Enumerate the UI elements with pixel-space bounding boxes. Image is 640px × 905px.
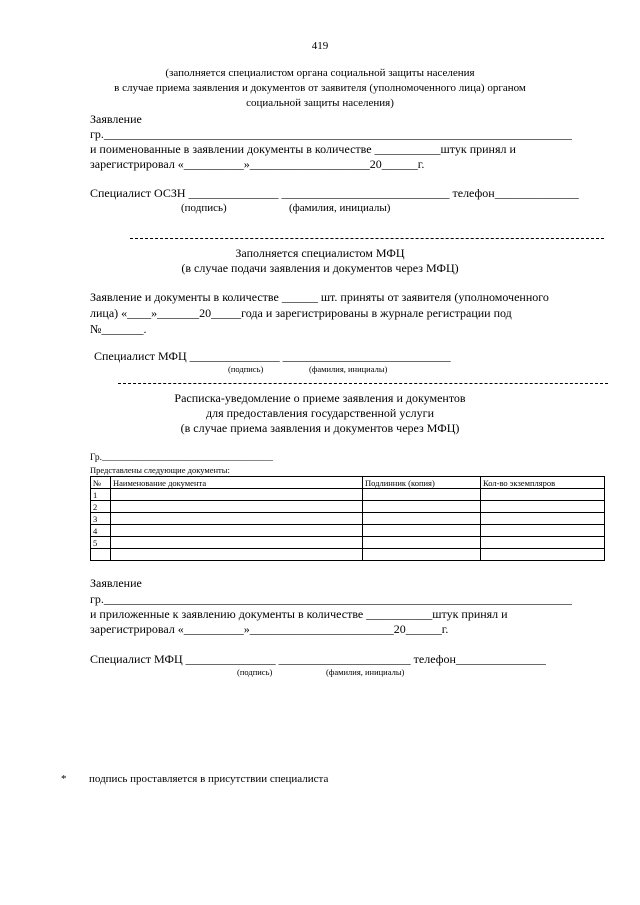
receipt-docs-count-field[interactable]: и приложенные к заявлению документы в количестве ___________штук принял и: [90, 607, 508, 621]
table-row: [91, 501, 605, 513]
original-copy-cell[interactable]: [363, 489, 481, 501]
original-copy-cell[interactable]: [363, 513, 481, 525]
page-number: 419: [311, 40, 329, 52]
documents-table: [90, 476, 605, 561]
original-copy-cell[interactable]: [363, 537, 481, 549]
mfc-signature-caption: (подпись): [228, 364, 264, 374]
copies-count-cell[interactable]: [481, 537, 605, 549]
row-number: 3: [91, 513, 111, 525]
ozsn-specialist-field[interactable]: Специалист ОСЗН _______________ ____________________________ телефон______________: [90, 186, 579, 200]
mfc-registration-number[interactable]: №_______.: [90, 322, 147, 336]
table-row: [91, 489, 605, 501]
table-header-copies-count: Кол-во экземпляров: [481, 477, 605, 489]
row-number: 4: [91, 525, 111, 537]
ozsn-signature-caption: (подпись): [181, 202, 227, 214]
table-row: [91, 525, 605, 537]
ozsn-citizen-field[interactable]: гр.______________________________________________________________________________: [90, 127, 572, 141]
table-row: [91, 513, 605, 525]
receipt-heading-line2: для предоставления государственной услуги: [205, 406, 435, 420]
mfc-body-line1[interactable]: Заявление и документы в количестве ______ шт. приняты от заявителя (уполномоченного: [90, 290, 549, 304]
mfc-heading-line2: (в случае подачи заявления и документов через МФЦ): [181, 261, 459, 275]
row-number: 2: [91, 501, 111, 513]
table-row: [91, 549, 605, 561]
footnote-text: подпись проставляется в присутствии специалиста: [89, 773, 329, 785]
receipt-citizen-field[interactable]: Гр.____________________________________: [90, 453, 274, 463]
copies-count-cell[interactable]: [481, 513, 605, 525]
receipt-heading-line3: (в случае приема заявления и документов через МФЦ): [180, 421, 460, 435]
row-number: 1: [91, 489, 111, 501]
mfc-specialist-field[interactable]: Специалист МФЦ _______________ ____________________________: [94, 349, 451, 363]
table-header-row: [91, 477, 605, 489]
doc-name-cell[interactable]: [111, 513, 363, 525]
copies-count-cell[interactable]: [481, 501, 605, 513]
table-row: [91, 537, 605, 549]
ozsn-docs-count-field[interactable]: и поименованные в заявлении документы в количестве ___________штук принял и: [90, 142, 516, 156]
mfc-body-line2[interactable]: лица) «____»_______20_____года и зарегистрированы в журнале регистрации под: [90, 306, 512, 320]
ozsn-statement-label: Заявление: [90, 112, 142, 126]
ozsn-name-caption: (фамилия, инициалы): [289, 202, 391, 214]
receipt-signature-caption: (подпись): [237, 667, 273, 677]
receipt-docs-presented: Представлены следующие документы:: [90, 465, 230, 475]
doc-name-cell[interactable]: [111, 489, 363, 501]
doc-name-cell[interactable]: [111, 525, 363, 537]
receipt-citizen-field-2[interactable]: гр.______________________________________________________________________________: [90, 592, 572, 606]
mfc-name-caption: (фамилия, инициалы): [309, 364, 388, 374]
original-copy-cell[interactable]: [363, 549, 481, 561]
ozsn-heading-line1: (заполняется специалистом органа социальной защиты населения: [165, 67, 475, 79]
original-copy-cell[interactable]: [363, 525, 481, 537]
section-divider: [118, 383, 608, 384]
mfc-heading-line1: Заполняется специалистом МФЦ: [235, 246, 405, 260]
receipt-specialist-field[interactable]: Специалист МФЦ _______________ ______________________ телефон_______________: [90, 652, 546, 666]
receipt-registered-date-field[interactable]: зарегистрировал «__________»________________________20______г.: [90, 622, 449, 636]
table-header-original-copy: Подлинник (копия): [363, 477, 481, 489]
ozsn-heading-line2: в случае приема заявления и документов от заявителя (уполномоченного лица) органом: [114, 82, 526, 94]
original-copy-cell[interactable]: [363, 501, 481, 513]
table-header-doc-name: Наименование документа: [111, 477, 363, 489]
ozsn-registered-date-field[interactable]: зарегистрировал «__________»____________________20______г.: [90, 157, 425, 171]
footnote-mark: *: [61, 773, 67, 785]
doc-name-cell[interactable]: [111, 549, 363, 561]
section-divider: [130, 238, 604, 239]
table-header-number: №: [91, 477, 111, 489]
doc-name-cell[interactable]: [111, 537, 363, 549]
ozsn-heading-line3: социальной защиты населения): [246, 97, 394, 109]
receipt-name-caption: (фамилия, инициалы): [326, 667, 405, 677]
row-number: 5: [91, 537, 111, 549]
copies-count-cell[interactable]: [481, 525, 605, 537]
receipt-heading-line1: Расписка-уведомление о приеме заявления и документов: [174, 391, 466, 405]
receipt-statement-label: Заявление: [90, 576, 142, 590]
row-number: [91, 549, 111, 561]
copies-count-cell[interactable]: [481, 549, 605, 561]
doc-name-cell[interactable]: [111, 501, 363, 513]
copies-count-cell[interactable]: [481, 489, 605, 501]
